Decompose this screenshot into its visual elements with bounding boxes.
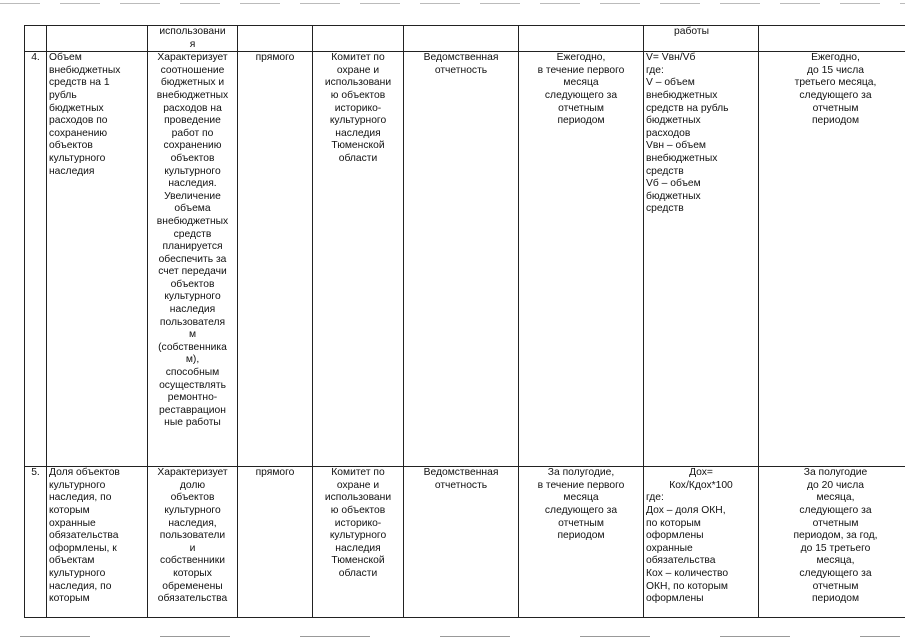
- cell-responsible: Комитет по охране и использовани ю объектов историко- культурного наследия Тюменской области: [313, 52, 404, 467]
- cell-name: Доля объектов культурного наследия, по которым охранные обязательства оформлены, к объектам культурного наследия, по которым: [47, 467, 148, 618]
- table-row: [25, 26, 905, 52]
- cell-deadline: [759, 26, 905, 52]
- cell-type: [238, 26, 313, 52]
- cell-source: Ведомственная отчетность: [404, 52, 519, 467]
- cell-num: 5.: [25, 467, 47, 618]
- cell-period: [519, 26, 644, 52]
- cell-method: работы: [644, 26, 759, 52]
- cell-method: [644, 467, 759, 618]
- cell-num: [25, 26, 47, 52]
- cell-period: За полугодие, в течение первого месяца следующего за отчетным периодом: [519, 467, 644, 618]
- cell-characteristic: использовани я: [148, 26, 238, 52]
- indicators-table: [24, 25, 905, 618]
- cell-responsible: Комитет по охране и использовани ю объектов историко- культурного наследия Тюменской области: [313, 467, 404, 618]
- cell-num: 4.: [25, 52, 47, 467]
- cell-characteristic: Характеризует долю объектов культурного наследия, пользователи и собственники которых обременены обязательства: [148, 467, 238, 618]
- table-row: [25, 52, 905, 467]
- cell-deadline: Ежегодно, до 15 числа третьего месяца, следующего за отчетным периодом: [759, 52, 905, 467]
- cell-deadline: За полугодие до 20 числа месяца, следующего за отчетным периодом, за год, до 15 третьего месяца, следующего за отчетным периодом: [759, 467, 905, 618]
- cell-source: [404, 26, 519, 52]
- cell-type: прямого: [238, 467, 313, 618]
- method-text: где: Дох – доля ОКН, по которым оформлены охранные обязательства Кох – количество ОКН, по которым оформлены: [646, 492, 729, 605]
- cell-name: [47, 26, 148, 52]
- cell-method: V= Vвн/Vб где: V – объем внебюджетных средств на рубль бюджетных расходов Vвн – объем внебюджетных средств Vб – объем бюджетных средств: [644, 52, 759, 467]
- scan-edge-bottom: [20, 636, 900, 637]
- table-row: [25, 467, 905, 618]
- cell-responsible: [313, 26, 404, 52]
- scan-edge-top: [0, 3, 905, 4]
- cell-characteristic: Характеризует соотношение бюджетных и внебюджетных расходов на проведение работ по сохранению объектов культурного наследия. Увеличение объема внебюджетных средств планируется обеспечить за счет передачи объектов культурного наследия пользователя м (собственника м), способным осуществлять ремонтно- реставрацион ные работы: [148, 52, 238, 467]
- method-formula: Дох= Кох/Кдох*100: [669, 467, 733, 491]
- cell-period: Ежегодно, в течение первого месяца следующего за отчетным периодом: [519, 52, 644, 467]
- cell-name: Объем внебюджетных средств на 1 рубль бюджетных расходов по сохранению объектов культурного наследия: [47, 52, 148, 467]
- cell-type: прямого: [238, 52, 313, 467]
- cell-source: Ведомственная отчетность: [404, 467, 519, 618]
